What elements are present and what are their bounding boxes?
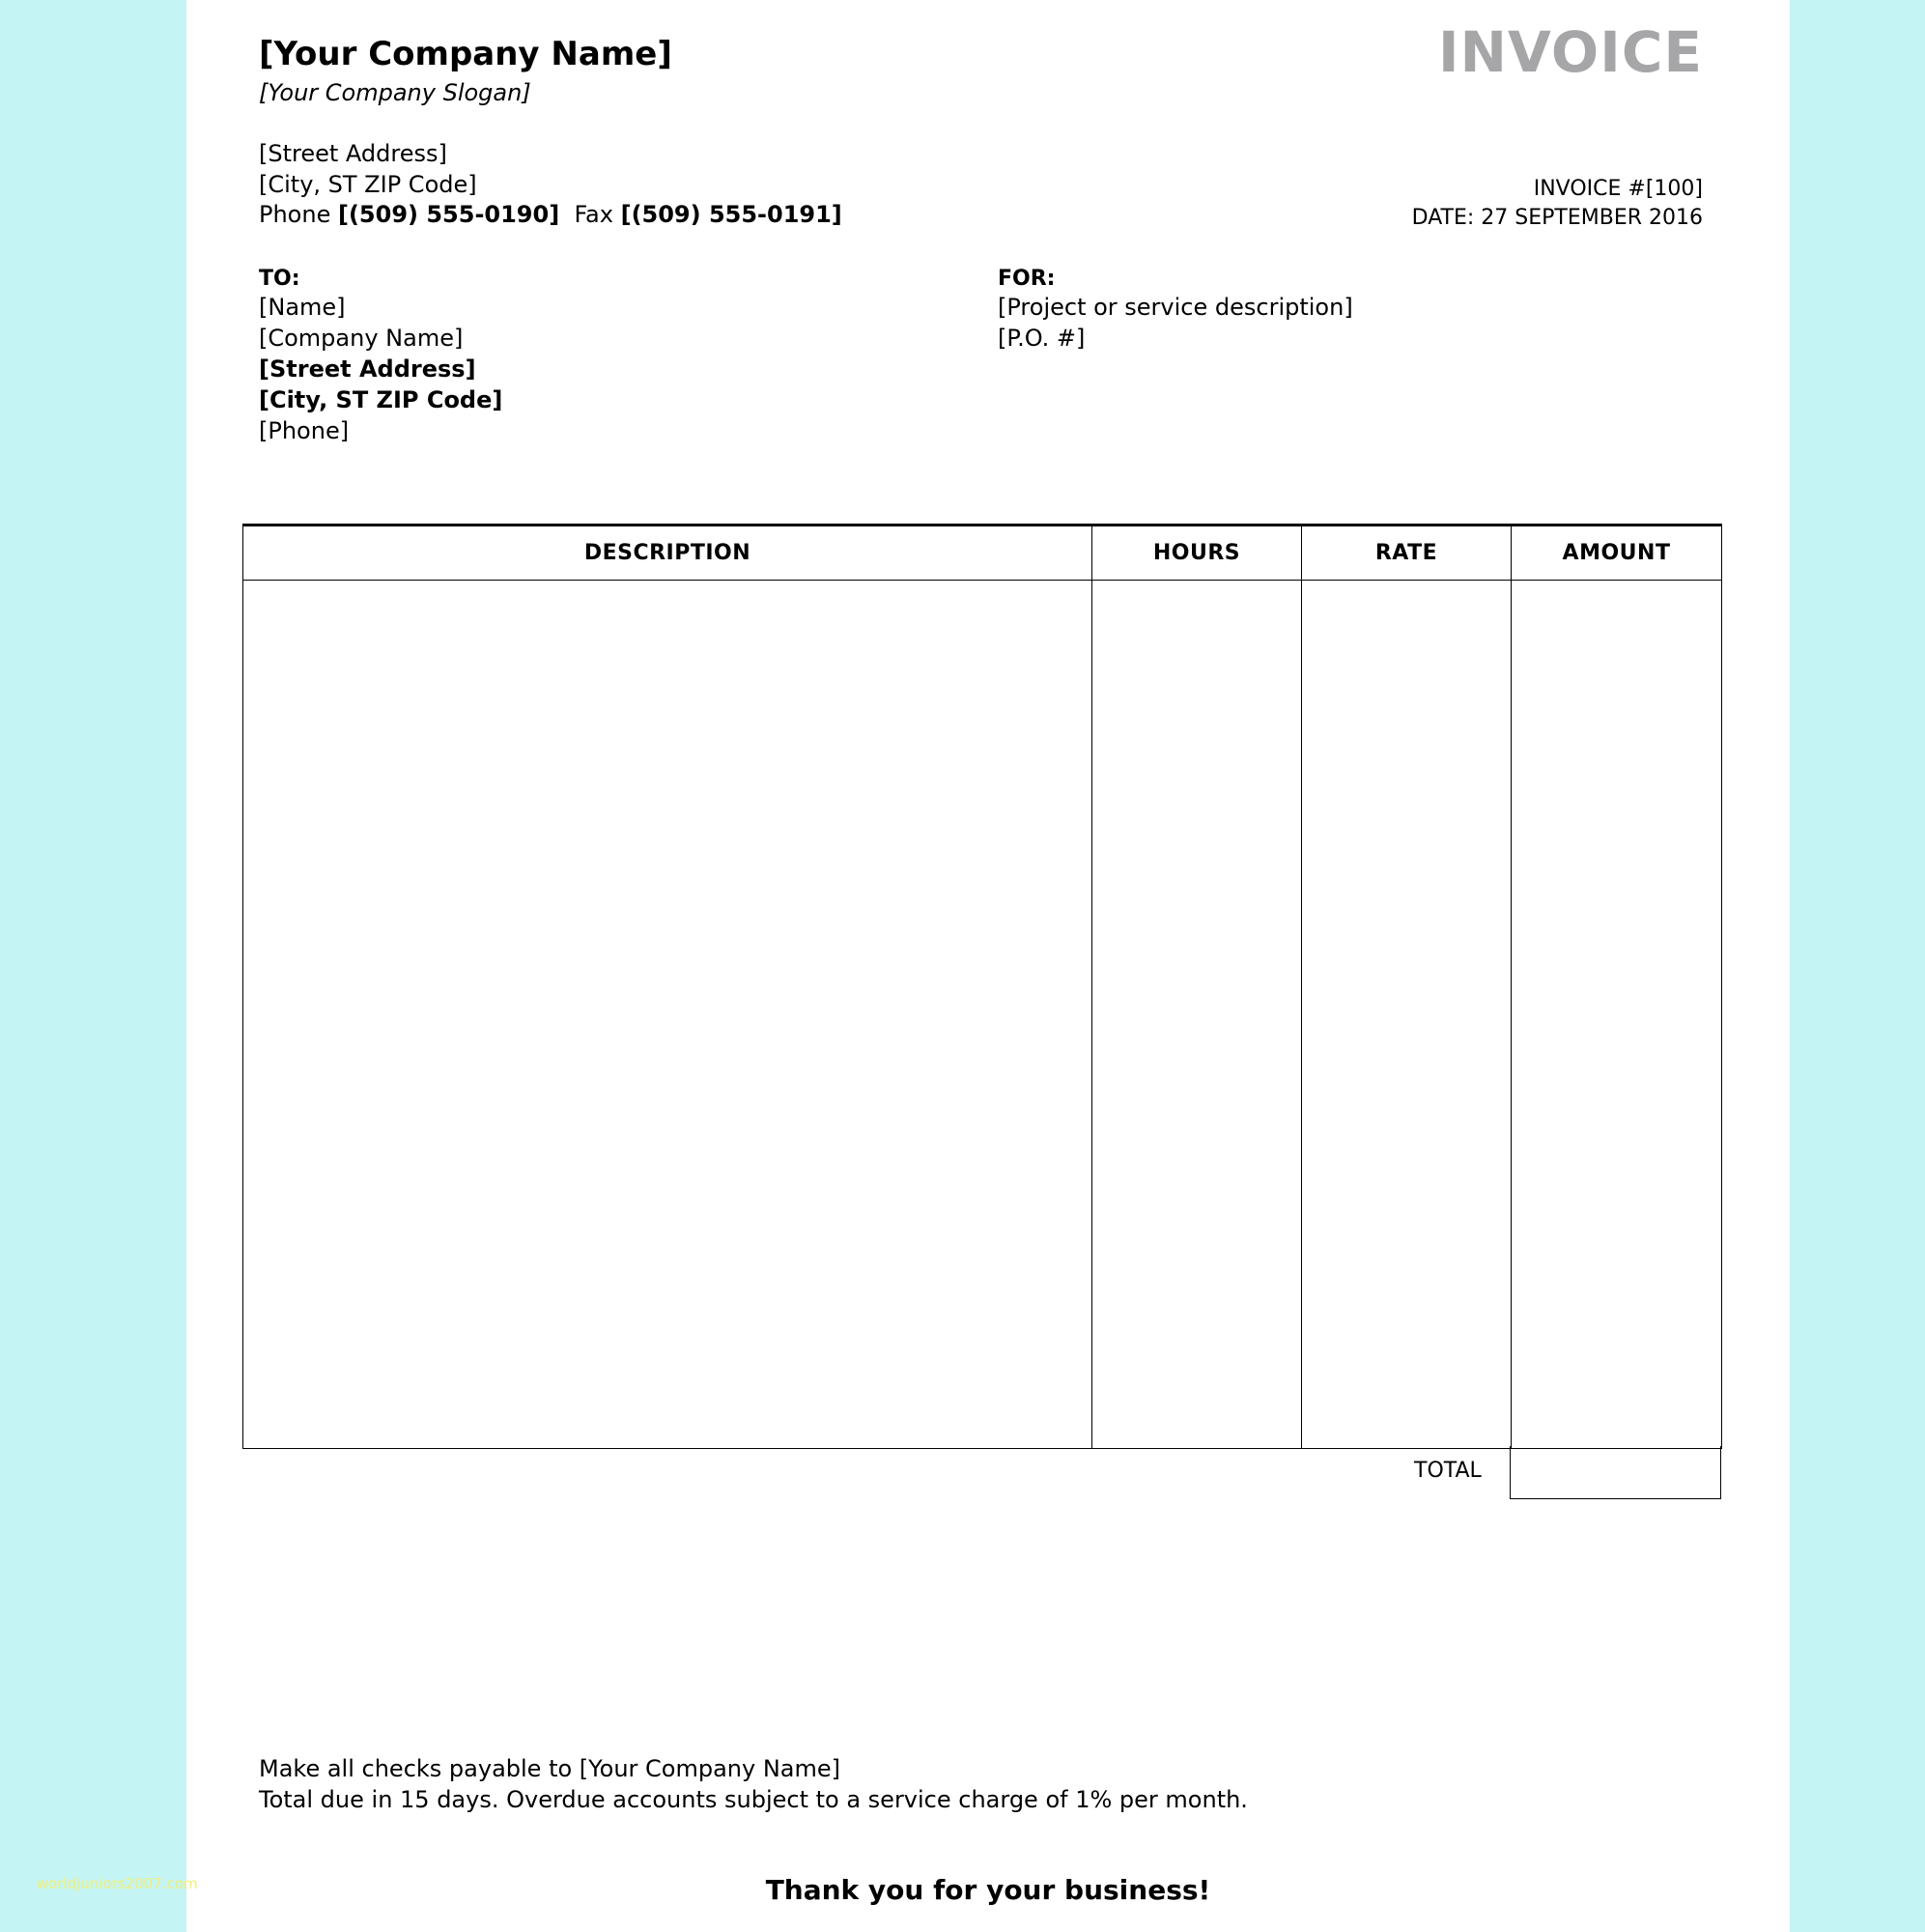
hours-header: HOURS [1092,526,1302,581]
rate-header: RATE [1302,526,1512,581]
to-label: TO: [259,267,300,291]
company-city: [City, ST ZIP Code] [259,171,477,198]
thank-you-message: Thank you for your business! [765,1874,1211,1906]
left-side-band [0,0,186,1932]
amount-cell[interactable] [1512,581,1722,1449]
right-side-band [1790,0,1925,1932]
table-header-row [243,526,1722,581]
rate-cell[interactable] [1302,581,1512,1449]
payment-terms-note: Total due in 15 days. Overdue accounts subject to a service charge of 1% per month. [259,1786,1248,1813]
company-name: [Your Company Name] [259,35,672,73]
watermark-text: worldjuniors2007.com [37,1875,198,1892]
company-contact-line [259,201,842,228]
company-phone: [(509) 555-0190] [337,201,560,228]
fax-label: Fax [574,201,613,228]
to-street: [Street Address] [259,355,476,383]
total-label: TOTAL [1414,1459,1482,1483]
to-city: [City, ST ZIP Code] [259,386,503,413]
company-street: [Street Address] [259,140,447,167]
table-row [243,581,1722,1449]
for-description: [Project or service description] [998,294,1353,321]
invoice-date: DATE: 27 SEPTEMBER 2016 [1411,206,1703,230]
checks-payable-note: Make all checks payable to [Your Company Name] [259,1755,840,1782]
invoice-number: INVOICE #[100] [1533,177,1703,201]
description-header: DESCRIPTION [243,526,1092,581]
hours-cell[interactable] [1092,581,1302,1449]
company-fax: [(509) 555-0191] [620,201,842,228]
to-name: [Name] [259,294,346,321]
total-value-box[interactable] [1510,1446,1721,1499]
to-phone: [Phone] [259,417,350,444]
description-cell[interactable] [243,581,1092,1449]
phone-label: Phone [259,201,331,228]
to-company: [Company Name] [259,325,464,352]
company-slogan: [Your Company Slogan] [259,79,531,106]
line-items-table [242,524,1722,1449]
for-po: [P.O. #] [998,325,1086,352]
invoice-page [186,0,1790,1932]
for-label: FOR: [998,267,1056,291]
amount-header: AMOUNT [1512,526,1722,581]
invoice-title: INVOICE [1437,19,1703,85]
